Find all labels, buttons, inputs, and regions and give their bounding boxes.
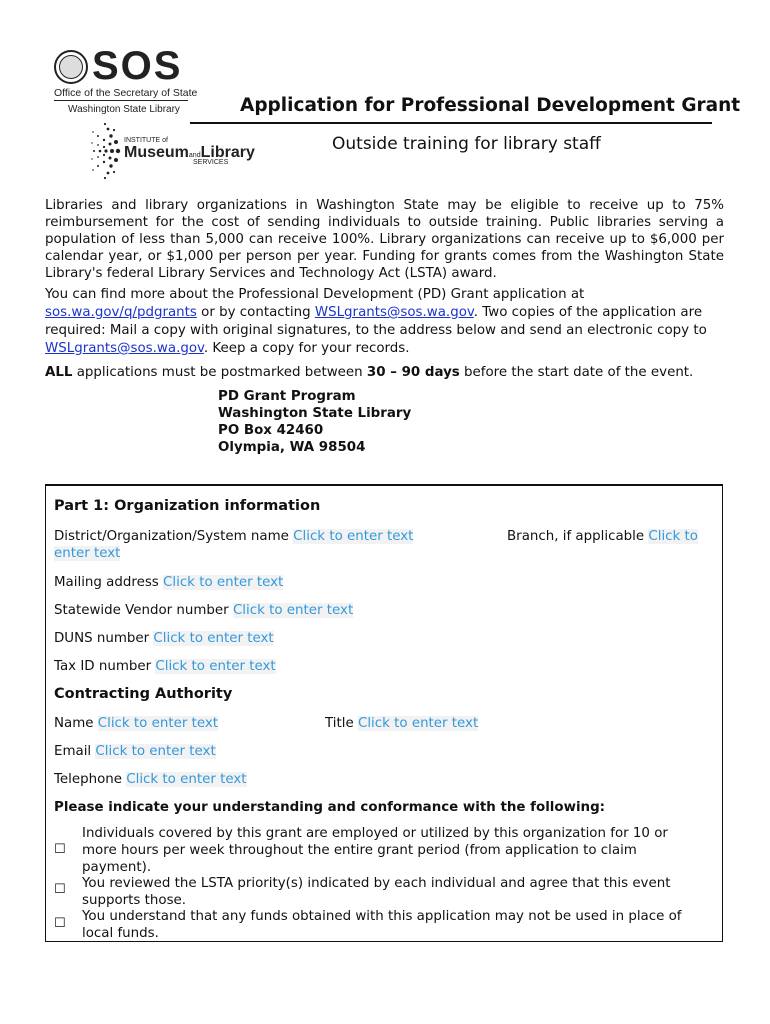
- title-divider: [190, 122, 712, 124]
- imls-institute-text: INSTITUTE of: [124, 137, 168, 144]
- page-title: Application for Professional Development Grant: [240, 95, 741, 116]
- branch-field[interactable]: Click to: [648, 529, 698, 544]
- district-row-cont: [54, 545, 120, 562]
- conformance-title: Please indicate your understanding and conformance with the following:: [54, 800, 606, 815]
- telephone-row: Telephone Click to enter text: [54, 772, 247, 787]
- telephone-field[interactable]: Click to enter text: [126, 772, 247, 787]
- imls-services-text: SERVICES: [193, 159, 229, 166]
- mailing-address-block: [218, 388, 411, 456]
- conformance-item: You reviewed the LSTA priority(s) indicated by each individual and agree that this event supports those.: [82, 876, 671, 908]
- checkbox-icon[interactable]: ☐: [54, 842, 66, 857]
- part1-title: Part 1: Organization information: [54, 498, 321, 514]
- conformance-item: You understand that any funds obtained with this application may not be used in place of local funds.: [82, 909, 682, 941]
- checkbox-icon[interactable]: ☐: [54, 882, 66, 897]
- postmark-notice: ALL applications must be postmarked between 30 – 90 days before the start date of the event.: [45, 365, 694, 380]
- address-line: Washington State Library: [218, 406, 412, 421]
- district-field[interactable]: Click to enter text: [293, 529, 414, 544]
- name-row: Name Click to enter text: [54, 716, 219, 731]
- branch-row: Branch, if applicable Click to: [507, 529, 698, 544]
- address-line: Olympia, WA 98504: [218, 440, 366, 455]
- imls-logo-text: MuseumandLibrary: [124, 144, 255, 161]
- address-line: PD Grant Program: [218, 389, 356, 404]
- divider: [54, 100, 188, 101]
- vendor-number-row: Statewide Vendor number Click to enter text: [54, 603, 354, 618]
- intro-paragraph-1: Libraries and library organizations in Washington State may be eligible to receive up to 75% reimbursement for the cost of sending individuals to outside training. Public libraries serving a population of less than 5,000 can receive 100%. Library organizations can receive up to $6,000 per calendar year, or $1,000 per person per year. Funding for grants comes from the Washington State Library's federal Library Services and Technology Act (LSTA) award.: [45, 198, 724, 281]
- email-field[interactable]: Click to enter text: [95, 744, 216, 759]
- checkbox-icon[interactable]: ☐: [54, 916, 66, 931]
- district-row: District/Organization/System name Click to enter text: [54, 529, 414, 544]
- contracting-title: Contracting Authority: [54, 686, 233, 702]
- name-field[interactable]: Click to enter text: [97, 716, 219, 731]
- mailing-address-field[interactable]: Click to enter text: [163, 575, 284, 590]
- pdgrants-link[interactable]: sos.wa.gov/q/pdgrants: [45, 305, 197, 320]
- imls-burst-icon: [88, 122, 122, 180]
- email-link-2[interactable]: WSLgrants@sos.wa.gov: [45, 341, 204, 356]
- vendor-number-field[interactable]: Click to enter text: [232, 603, 354, 618]
- address-line: PO Box 42460: [218, 423, 324, 438]
- mailing-address-row: Mailing address Click to enter text: [54, 575, 284, 590]
- intro-paragraph-2: You can find more about the Professional Development (PD) Grant application at sos.wa.gov/q/pdgrants or by contacting WSLgrants@sos.wa.gov. Two copies of the application are required: Mail a copy with original signatures, to the address below and send an electronic copy to WSLgrants@sos.wa.gov. Keep a copy for your records.: [45, 287, 707, 356]
- title-field[interactable]: Click to enter text: [357, 716, 479, 731]
- title-row: Title Click to enter text: [325, 716, 479, 731]
- email-row: Email Click to enter text: [54, 744, 216, 759]
- tax-id-row: Tax ID number Click to enter text: [54, 659, 276, 674]
- duns-row: DUNS number Click to enter text: [54, 631, 274, 646]
- sos-seal-icon: [54, 50, 88, 84]
- sos-logo: SOS: [92, 44, 183, 88]
- conformance-item: Individuals covered by this grant are employed or utilized by this organization for 10 or more hours per week throughout the entire grant period (from application to claim payment).: [82, 826, 668, 875]
- tax-id-field[interactable]: Click to enter text: [155, 659, 276, 674]
- email-link[interactable]: WSLgrants@sos.wa.gov: [314, 305, 474, 320]
- sos-office-text: Office of the Secretary of State: [54, 87, 198, 99]
- duns-field[interactable]: Click to enter text: [153, 631, 274, 646]
- district-field-cont[interactable]: enter text: [54, 546, 121, 561]
- page-subtitle: Outside training for library staff: [332, 134, 601, 154]
- sos-library-text: Washington State Library: [68, 104, 180, 115]
